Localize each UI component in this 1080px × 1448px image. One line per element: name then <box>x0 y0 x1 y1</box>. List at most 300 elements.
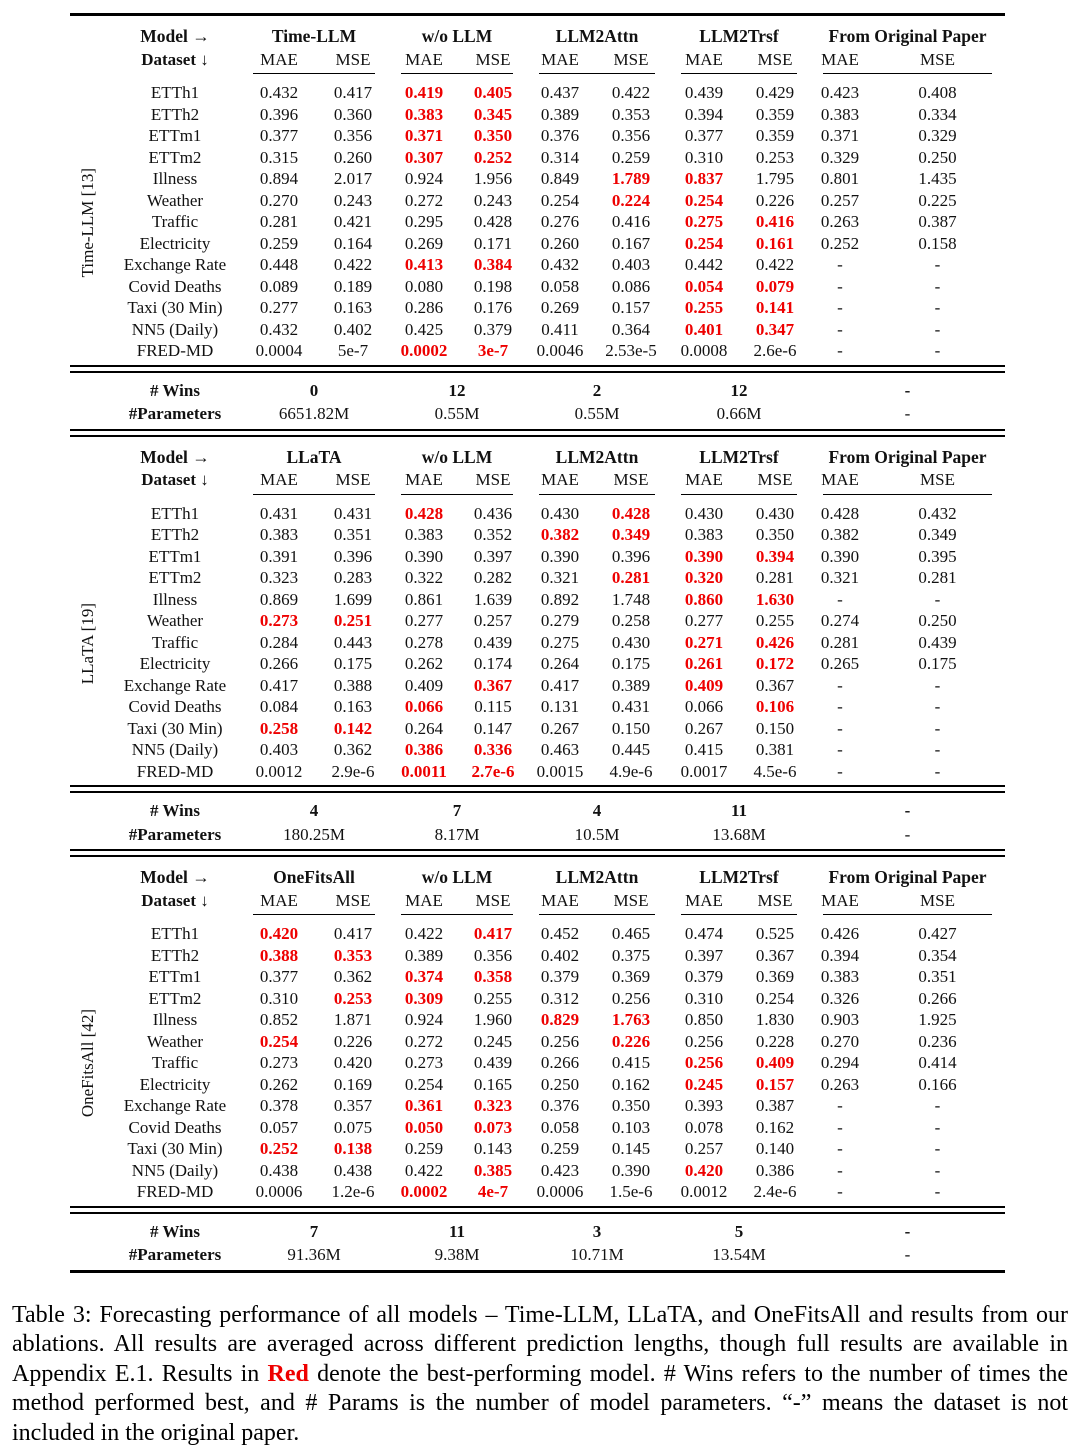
metric-value: 0.420 <box>318 1052 388 1074</box>
metric-value: 0.284 <box>240 632 318 654</box>
metric-value: 0.389 <box>388 945 460 967</box>
metric-value: 0.198 <box>460 276 526 298</box>
metric-value: 0.383 <box>388 104 460 126</box>
dataset-label: FRED-MD <box>70 761 240 783</box>
metric-value: - <box>870 1138 1005 1160</box>
metric-value: 0.281 <box>810 632 870 654</box>
table-row <box>70 1181 1005 1203</box>
metric-value: 1.5e-6 <box>594 1181 668 1203</box>
metric-value: 0.315 <box>240 147 318 169</box>
metric-value: - <box>870 761 1005 783</box>
metric-value: - <box>810 1117 870 1139</box>
table-row <box>70 147 1005 169</box>
metric-value: 0.438 <box>318 1160 388 1182</box>
metric-value: 0.415 <box>668 739 740 761</box>
metric-value: 0.254 <box>668 233 740 255</box>
table-row <box>70 718 1005 740</box>
metric-value: 0.329 <box>870 125 1005 147</box>
metric-value: 0.264 <box>526 653 594 675</box>
metric-value: - <box>810 1095 870 1117</box>
metric-value: 1.435 <box>870 168 1005 190</box>
metric-header: MAE <box>526 469 594 491</box>
metric-value: - <box>870 1181 1005 1203</box>
metric-header: MAE <box>668 889 740 911</box>
section-divider <box>70 849 1005 857</box>
table-bottom-rule <box>70 1270 1005 1273</box>
metric-value: 0.439 <box>460 632 526 654</box>
metric-value: 0.169 <box>318 1074 388 1096</box>
table-caption <box>12 1301 1068 1448</box>
table-row <box>70 125 1005 147</box>
spacer-cell <box>70 70 240 82</box>
header-row <box>70 441 1005 469</box>
column-rule <box>253 914 375 915</box>
metric-value: 0.260 <box>318 147 388 169</box>
metric-value: 1.925 <box>870 1009 1005 1031</box>
wins-value: 0 <box>240 377 388 402</box>
metric-header: MAE <box>388 48 460 70</box>
metric-value: 0.294 <box>810 1052 870 1074</box>
dataset-label: ETTh1 <box>70 923 240 945</box>
metric-value: 1.763 <box>594 1009 668 1031</box>
metric-value: 0.417 <box>460 923 526 945</box>
metric-value: 0.262 <box>388 653 460 675</box>
metric-value: 0.273 <box>240 1052 318 1074</box>
metric-value: 0.352 <box>460 524 526 546</box>
metric-value: - <box>870 254 1005 276</box>
metric-value: 0.326 <box>810 988 870 1010</box>
summary-divider <box>70 785 1005 793</box>
metric-value: 0.161 <box>740 233 810 255</box>
wins-value: 11 <box>668 797 810 822</box>
metric-value: 0.443 <box>318 632 388 654</box>
metric-value: 0.393 <box>668 1095 740 1117</box>
metric-value: 0.428 <box>388 503 460 525</box>
metric-value: 1.960 <box>460 1009 526 1031</box>
metric-value: 0.367 <box>460 675 526 697</box>
metric-value: 0.295 <box>388 211 460 233</box>
wins-value: 3 <box>526 1218 668 1243</box>
metric-value: 0.448 <box>240 254 318 276</box>
metric-value: 0.379 <box>460 319 526 341</box>
table-row <box>70 761 1005 783</box>
metric-value: 0.141 <box>740 297 810 319</box>
metric-header: MAE <box>240 889 318 911</box>
metric-value: 0.525 <box>740 923 810 945</box>
metric-value: 0.397 <box>460 546 526 568</box>
metric-value: 0.432 <box>240 319 318 341</box>
header-row <box>70 469 1005 491</box>
wins-value: 4 <box>240 797 388 822</box>
metric-value: - <box>870 319 1005 341</box>
metric-value: 0.409 <box>388 675 460 697</box>
table-row <box>70 1160 1005 1182</box>
column-rule <box>539 73 655 74</box>
summary-divider <box>70 1206 1005 1214</box>
caption-text: denote the best-performing model. # Wins refers to the number of times the method performed best, and # Params is the number of model parameters. “-” means the dataset is not included in the original paper. <box>12 1361 1068 1446</box>
column-rule <box>681 73 797 74</box>
metric-value: 0.924 <box>388 1009 460 1031</box>
metric-value: 0.225 <box>870 190 1005 212</box>
group-header: LLaTA <box>240 441 388 469</box>
metric-value: 0.394 <box>810 945 870 967</box>
metric-value: 0.323 <box>460 1095 526 1117</box>
table-bottom-rule <box>70 1267 1005 1277</box>
metric-value: 0.140 <box>740 1138 810 1160</box>
metric-value: 2.7e-6 <box>460 761 526 783</box>
table-row <box>70 276 1005 298</box>
metric-value: - <box>810 319 870 341</box>
table-row <box>70 1031 1005 1053</box>
table-row <box>70 966 1005 988</box>
metric-value: 0.390 <box>594 1160 668 1182</box>
metric-value: 0.254 <box>526 190 594 212</box>
params-value: 10.71M <box>526 1243 668 1267</box>
metric-value: 0.445 <box>594 739 668 761</box>
metric-value: 2.9e-6 <box>318 761 388 783</box>
metric-value: 0.420 <box>240 923 318 945</box>
metric-header: MSE <box>460 48 526 70</box>
metric-value: 0.391 <box>240 546 318 568</box>
metric-value: 0.162 <box>594 1074 668 1096</box>
metric-value: 0.436 <box>460 503 526 525</box>
metric-value: 0.106 <box>740 696 810 718</box>
dataset-label: Illness <box>70 1009 240 1031</box>
metric-value: 0.250 <box>526 1074 594 1096</box>
metric-value: 0.351 <box>318 524 388 546</box>
metric-value: 0.272 <box>388 190 460 212</box>
metric-value: 0.345 <box>460 104 526 126</box>
group-header: LLM2Trsf <box>668 861 810 889</box>
header-row <box>70 889 1005 911</box>
metric-value: 0.0011 <box>388 761 460 783</box>
metric-value: 0.275 <box>668 211 740 233</box>
metric-value: 0.252 <box>460 147 526 169</box>
metric-value: 0.282 <box>460 567 526 589</box>
section-side-label: Time-LLM [13] <box>78 168 98 277</box>
metric-header: MAE <box>668 48 740 70</box>
metric-value: 0.131 <box>526 696 594 718</box>
metric-value: 0.176 <box>460 297 526 319</box>
metric-value: 1.795 <box>740 168 810 190</box>
metric-value: 0.387 <box>740 1095 810 1117</box>
metric-value: 0.388 <box>318 675 388 697</box>
column-rule-cell <box>526 911 668 923</box>
params-value: 0.66M <box>668 402 810 426</box>
metric-value: 0.175 <box>594 653 668 675</box>
metric-value: 0.143 <box>460 1138 526 1160</box>
params-value: - <box>810 402 1005 426</box>
metric-value: - <box>870 696 1005 718</box>
metric-value: 0.257 <box>810 190 870 212</box>
wins-value: 7 <box>240 1218 388 1243</box>
metric-value: 0.259 <box>240 233 318 255</box>
table-row <box>70 567 1005 589</box>
metric-value: 0.266 <box>240 653 318 675</box>
metric-value: 1.630 <box>740 589 810 611</box>
metric-value: 0.431 <box>594 696 668 718</box>
wins-value: 2 <box>526 377 668 402</box>
metric-value: 0.138 <box>318 1138 388 1160</box>
group-header: OneFitsAll <box>240 861 388 889</box>
metric-value: 0.422 <box>318 254 388 276</box>
metric-value: 0.254 <box>668 190 740 212</box>
section-divider <box>70 426 1005 441</box>
metric-value: 0.852 <box>240 1009 318 1031</box>
metric-value: 5e-7 <box>318 340 388 362</box>
table-row <box>70 1095 1005 1117</box>
metric-value: 0.390 <box>388 546 460 568</box>
metric-value: 0.801 <box>810 168 870 190</box>
metric-header: MSE <box>870 469 1005 491</box>
metric-value: 0.263 <box>810 211 870 233</box>
dataset-label: Covid Deaths <box>70 276 240 298</box>
metric-value: 0.157 <box>594 297 668 319</box>
metric-value: 0.251 <box>318 610 388 632</box>
metric-value: 0.257 <box>460 610 526 632</box>
column-rule-cell <box>668 491 810 503</box>
params-row <box>70 402 1005 426</box>
metric-value: 0.0006 <box>526 1181 594 1203</box>
metric-value: 0.417 <box>526 675 594 697</box>
metric-value: - <box>870 739 1005 761</box>
metric-value: 0.252 <box>240 1138 318 1160</box>
metric-value: 0.397 <box>668 945 740 967</box>
dataset-label: Illness <box>70 589 240 611</box>
metric-value: 0.278 <box>388 632 460 654</box>
spacer-cell <box>70 911 240 923</box>
metric-header: MAE <box>388 469 460 491</box>
metric-value: 0.411 <box>526 319 594 341</box>
metric-header: MAE <box>388 889 460 911</box>
metric-value: 0.428 <box>810 503 870 525</box>
metric-value: 0.259 <box>594 147 668 169</box>
dataset-label: Traffic <box>70 1052 240 1074</box>
metric-value: 0.388 <box>240 945 318 967</box>
group-header: From Original Paper <box>810 441 1005 469</box>
column-rule <box>401 914 513 915</box>
metric-value: 0.428 <box>594 503 668 525</box>
metric-value: 0.375 <box>594 945 668 967</box>
metric-value: 3e-7 <box>460 340 526 362</box>
metric-value: 0.387 <box>870 211 1005 233</box>
metric-value: 0.427 <box>870 923 1005 945</box>
metric-value: 0.474 <box>668 923 740 945</box>
metric-value: 0.390 <box>526 546 594 568</box>
metric-value: 0.439 <box>460 1052 526 1074</box>
metric-value: 0.377 <box>668 125 740 147</box>
metric-value: 0.381 <box>740 739 810 761</box>
metric-value: 0.277 <box>388 610 460 632</box>
table-row <box>70 696 1005 718</box>
metric-value: 0.269 <box>526 297 594 319</box>
metric-value: 1.748 <box>594 589 668 611</box>
metric-value: - <box>870 1117 1005 1139</box>
metric-value: 1.639 <box>460 589 526 611</box>
metric-header: MAE <box>240 48 318 70</box>
wins-value: 12 <box>668 377 810 402</box>
dataset-label: ETTh2 <box>70 524 240 546</box>
metric-header: MSE <box>740 48 810 70</box>
metric-value: 0.226 <box>318 1031 388 1053</box>
metric-value: 0.275 <box>526 632 594 654</box>
metric-value: 0.270 <box>240 190 318 212</box>
metric-value: - <box>810 1160 870 1182</box>
dataset-label: Taxi (30 Min) <box>70 1138 240 1160</box>
metric-value: 0.277 <box>668 610 740 632</box>
metric-value: - <box>870 276 1005 298</box>
params-value: 180.25M <box>240 822 388 846</box>
metric-value: 0.413 <box>388 254 460 276</box>
metric-value: 0.323 <box>240 567 318 589</box>
metric-value: 0.0002 <box>388 340 460 362</box>
metric-value: 0.430 <box>526 503 594 525</box>
metric-header: MAE <box>810 48 870 70</box>
dataset-label: ETTm1 <box>70 125 240 147</box>
metric-value: 0.894 <box>240 168 318 190</box>
table-row <box>70 546 1005 568</box>
table-row <box>70 1052 1005 1074</box>
metric-value: 0.258 <box>594 610 668 632</box>
table-row <box>70 1009 1005 1031</box>
metric-value: 0.349 <box>870 524 1005 546</box>
metric-value: 0.347 <box>740 319 810 341</box>
column-rule <box>539 494 655 495</box>
metric-value: 0.376 <box>526 1095 594 1117</box>
column-rule <box>253 73 375 74</box>
table-top-rule <box>70 10 1005 20</box>
metric-value: - <box>810 718 870 740</box>
metric-value: - <box>870 718 1005 740</box>
metric-value: 0.378 <box>240 1095 318 1117</box>
summary-divider <box>70 365 1005 373</box>
metric-value: 0.403 <box>240 739 318 761</box>
column-rule-row <box>70 491 1005 503</box>
metric-value: 0.437 <box>526 82 594 104</box>
metric-value: 0.321 <box>810 567 870 589</box>
metric-value: 0.354 <box>870 945 1005 967</box>
metric-value: 0.409 <box>740 1052 810 1074</box>
table-row <box>70 503 1005 525</box>
column-rule-cell <box>240 911 388 923</box>
metric-value: 0.329 <box>810 147 870 169</box>
metric-value: 0.086 <box>594 276 668 298</box>
metric-value: 0.350 <box>740 524 810 546</box>
dataset-label: Electricity <box>70 653 240 675</box>
metric-value: 0.256 <box>526 1031 594 1053</box>
metric-header: MSE <box>460 469 526 491</box>
metric-value: 0.421 <box>318 211 388 233</box>
metric-value: 0.274 <box>810 610 870 632</box>
table-row <box>70 104 1005 126</box>
column-rule-cell <box>526 491 668 503</box>
metric-value: 0.350 <box>594 1095 668 1117</box>
metric-value: 0.266 <box>526 1052 594 1074</box>
metric-value: 0.253 <box>740 147 810 169</box>
dataset-label: Taxi (30 Min) <box>70 718 240 740</box>
metric-value: 0.416 <box>594 211 668 233</box>
metric-value: 0.050 <box>388 1117 460 1139</box>
metric-value: 0.320 <box>668 567 740 589</box>
metric-value: 0.115 <box>460 696 526 718</box>
metric-value: 0.256 <box>594 988 668 1010</box>
metric-value: 0.405 <box>460 82 526 104</box>
wins-label: # Wins <box>70 377 240 402</box>
metric-value: 0.309 <box>388 988 460 1010</box>
metric-value: 0.157 <box>740 1074 810 1096</box>
metric-value: 0.286 <box>388 297 460 319</box>
metric-value: 0.419 <box>388 82 460 104</box>
params-row <box>70 822 1005 846</box>
metric-value: 1.2e-6 <box>318 1181 388 1203</box>
params-value: 9.38M <box>388 1243 526 1267</box>
metric-value: 0.425 <box>388 319 460 341</box>
metric-value: 0.432 <box>526 254 594 276</box>
results-table <box>70 10 1005 1277</box>
table-row <box>70 653 1005 675</box>
metric-value: - <box>810 1138 870 1160</box>
metric-value: 0.362 <box>318 966 388 988</box>
caption-red-word: Red <box>268 1361 309 1387</box>
metric-value: - <box>810 739 870 761</box>
group-header: Time-LLM <box>240 20 388 48</box>
metric-value: 0.166 <box>870 1074 1005 1096</box>
metric-value: 0.430 <box>594 632 668 654</box>
metric-value: 0.371 <box>810 125 870 147</box>
summary-divider <box>70 1203 1005 1218</box>
metric-value: 0.401 <box>668 319 740 341</box>
metric-value: 0.189 <box>318 276 388 298</box>
metric-value: 0.442 <box>668 254 740 276</box>
metric-value: 2.4e-6 <box>740 1181 810 1203</box>
metric-value: - <box>870 340 1005 362</box>
metric-value: 0.374 <box>388 966 460 988</box>
metric-value: 0.175 <box>318 653 388 675</box>
dataset-label: Electricity <box>70 233 240 255</box>
metric-value: - <box>870 675 1005 697</box>
metric-value: 0.0015 <box>526 761 594 783</box>
section-side-label: LLaTA [19] <box>78 603 98 684</box>
metric-value: 0.359 <box>740 104 810 126</box>
metric-value: 1.871 <box>318 1009 388 1031</box>
table-row <box>70 923 1005 945</box>
metric-value: 0.364 <box>594 319 668 341</box>
metric-value: 0.267 <box>526 718 594 740</box>
table-row <box>70 524 1005 546</box>
wins-label: # Wins <box>70 1218 240 1243</box>
dataset-header: Dataset ↓ <box>70 48 240 70</box>
dataset-label: ETTm1 <box>70 966 240 988</box>
metric-value: 0.379 <box>668 966 740 988</box>
metric-value: 0.353 <box>318 945 388 967</box>
dataset-label: ETTh1 <box>70 82 240 104</box>
metric-value: - <box>810 761 870 783</box>
dataset-label: ETTm2 <box>70 567 240 589</box>
results-table-wrapper <box>70 10 1005 1277</box>
metric-value: 0.432 <box>870 503 1005 525</box>
metric-value: 1.956 <box>460 168 526 190</box>
metric-value: 0.409 <box>668 675 740 697</box>
metric-value: 0.390 <box>668 546 740 568</box>
dataset-label: Electricity <box>70 1074 240 1096</box>
dataset-label: Taxi (30 Min) <box>70 297 240 319</box>
metric-value: 0.259 <box>388 1138 460 1160</box>
metric-header: MSE <box>740 469 810 491</box>
metric-value: 1.699 <box>318 589 388 611</box>
metric-value: 0.172 <box>740 653 810 675</box>
metric-value: 0.426 <box>810 923 870 945</box>
metric-value: 0.255 <box>740 610 810 632</box>
